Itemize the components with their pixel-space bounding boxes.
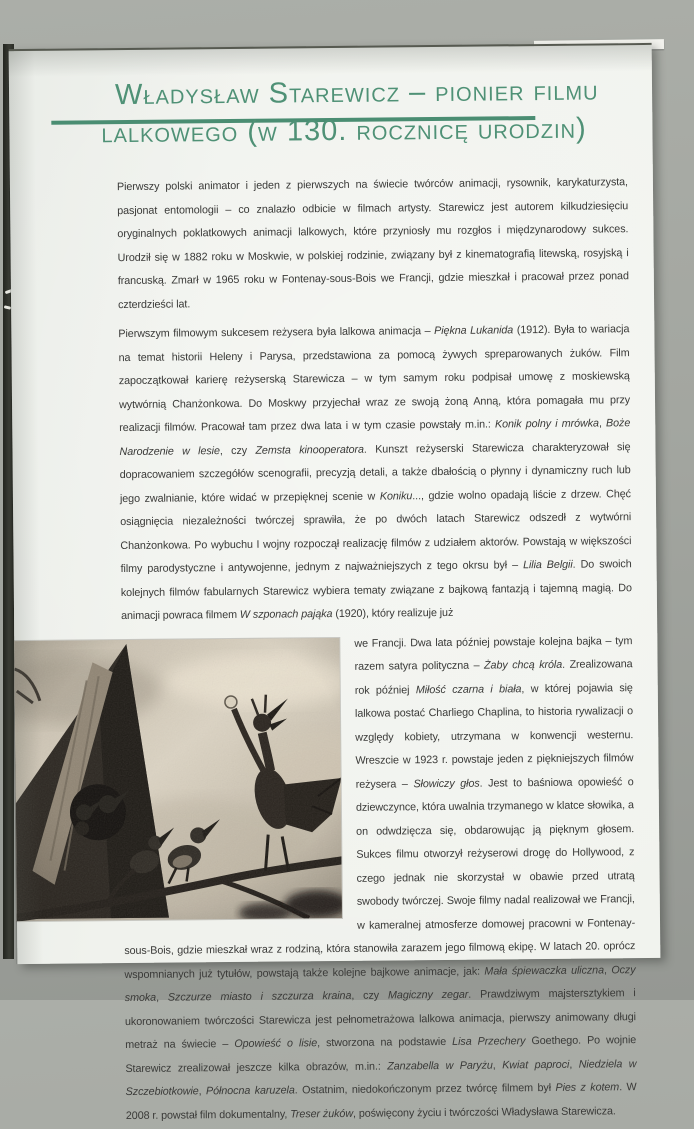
article-header <box>9 45 653 169</box>
title-line-2: lalkowego (w 130. rocznicę urodzin) <box>101 112 587 150</box>
magazine-page <box>9 43 661 1122</box>
film-still-illustration <box>14 637 342 920</box>
main-paragraph-part-1: Pierwszym filmowym sukcesem reżysera była lalkowa animacja – Piękna Lukanida (1912). Była to wariacja na temat historii Heleny i Parysa, przedstawiona za pomocą żywych spreparowanych żuków. Film zapoczątkował karierę reżyserską Starewicza – w tym samym roku podpisał umowę z moskiewską wytwórnią Chanżonkowa. Do Moskwy przyjechał wraz ze swoją żoną Anną, która pomagała mu przy realizacji filmów. Pracował tam przez dwa lata i w tym czasie powstały m.in.: Konik polny i mrówka, Boże Narodzenie w lesie, czy Zemsta kinooperatora. Kunszt reżyserski Starewicza charakteryzował się dopracowaniem szczegółów scenografii, precyzją detali, a także dbałością o płynny i dynamiczny ruch lub jego zwalnianie, które widać w przepięknej scenie w Koniku..., gdzie wolno opadają liście z drzew. Chęć osiągnięcia niezależności twórczej sprawiła, że po dwóch latach Starewicz odszedł z wytwórni Chanżonkowa. Po wybuchu I wojny rozpoczął realizację filmów z udziałem aktorów. Powstają w większości filmy parodystyczne i antywojenne, jednym z najważniejszych z tego okrsu był – Lilia Belgii. Do swoich kolejnych filmów fabularnych Starewicz wybiera tematy związane z bajkową fantazją i tajemną magią. Do animacji powraca filmem W szponach pająka (1920), który realizuje już <box>118 323 632 623</box>
article-body <box>10 163 662 1129</box>
title-line-1: Władysław Starewicz – pionier filmu <box>114 74 599 112</box>
film-still-photo <box>14 637 342 920</box>
main-paragraph-part-2 <box>121 630 637 1128</box>
photo-grain <box>14 637 342 920</box>
article-title <box>101 71 599 152</box>
wrapped-text: we Francji. Dwa lata później powstaje kolejna bajka – tym razem satyra polityczna – Żaby chcą króla. Zrealizowana rok później Miłość czarna i biała, w której pojawia się lalkowa postać Charliego Chaplina, to historia rywalizacji o względy kobiety, utrzymana w konwencji westernu. Wreszcie w 1923 r. powstaje jeden z piękniejszych filmów reżysera – Słowiczy głos. Jest to baśniowa opowieść o dziewczynce, która uwalnia trzymanego w klatce słowika, a on odwdzięcza się, obdarowując ją pięknym głosem. Sukces filmu otworzył reżyserowi drogę do Hollywood, z czego jednak nie skorzystał w obawie przed utratą swobody twórczej. Swoje filmy nadal realizował we Francji, w kameralnej atmosferze domowej pracowni w Fontenay-sous-Bois, gdzie mieszkał wraz z rodziną, która stanowiła zarazem jego filmową ekipę. W latach 20. oprócz wspomnianych już tytułów, powstają także kolejne bajkowe animacje, jak: Mała śpiewaczka uliczna, Oczy smoka, Szczurze miasto i szczurza kraina, czy Magiczny zegar. Prawdziwym majstersztykiem i ukoronowaniem twórczości Starewicza jest pełnometrażowa lalkowa animacja, pierwszy animowany długi metraż na świecie – Opowieść o lisie, stworzona na podstawie Lisa Przechery Goethego. Po wojnie Starewicz zrealizował jeszcze kilka obrazów, m.in.: Zanzabella w Paryżu, Kwiat paproci, Niedziela w Szczebiotkowie, Północna karuzela. Ostatnim, niedokończonym przez twórcę filmem był Pies z kotem. W 2008 r. powstał film dokumentalny, Treser żuków, poświęcony życiu i twórczości Władysława Starewicza. <box>124 634 637 1122</box>
intro-paragraph: Pierwszy polski animator i jeden z pierwszych na świecie twórców animacji, rysownik, karykaturzysta, pasjonat entomologii – co znalazło odbicie w filmach artysty. Starewicz jest autorem kilkudziesięciu oryginalnych poklatkowych animacji lalkowych, które przyniosły mu rozgłos i międzynarodowy sukces. Urodził się w 1882 roku w Moskwie, w polskiej rodzinie, związany był z kinematografią litewską, rosyjską i francuską. Zmarł w 1965 roku w Fontenay-sous-Bois we Francji, gdzie mieszkał i pracował przez ponad czterdzieści lat. <box>116 176 629 311</box>
